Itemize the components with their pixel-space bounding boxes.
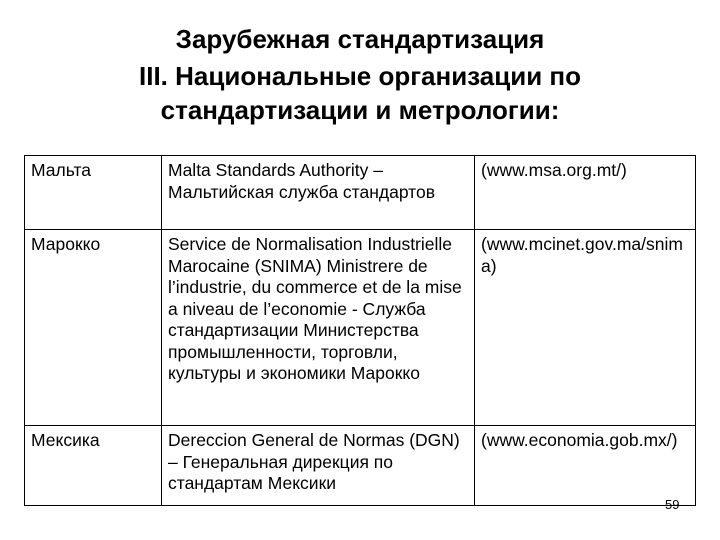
country-cell: Марокко [25,230,162,426]
organization-cell: Service de Normalisation Industrielle Marocaine (SNIMA) Ministrere de l’industrie, du commerce et de la mise a niveau de l’economie - Служба стандартизации Министерства промышленности, торговли, культуры и экономики Марокко [162,230,475,426]
organizations-table [24,155,696,506]
country-cell: Мальта [25,156,162,230]
organization-cell: Malta Standards Authority – Мальтийская служба стандартов [162,156,475,230]
slide-subtitle-line-1: III. Национальные организации по [139,61,581,91]
table-row [25,426,696,506]
slide-title: Зарубежная стандартизация [175,24,545,54]
website-cell: (www.mcinet.gov.ma/snima) [475,230,696,426]
table-row [25,230,696,426]
organization-cell: Dereccion General de Normas (DGN) – Генеральная дирекция по стандартам Мексики [162,426,475,506]
country-cell: Мексика [25,426,162,506]
slide-subtitle-line-2: стандартизации и метрологии: [160,95,560,125]
website-cell: (www.msa.org.mt/) [475,156,696,230]
website-cell: (www.economia.gob.mx/) [475,426,696,506]
table-row [25,156,696,230]
page-number: 59 [665,497,680,512]
